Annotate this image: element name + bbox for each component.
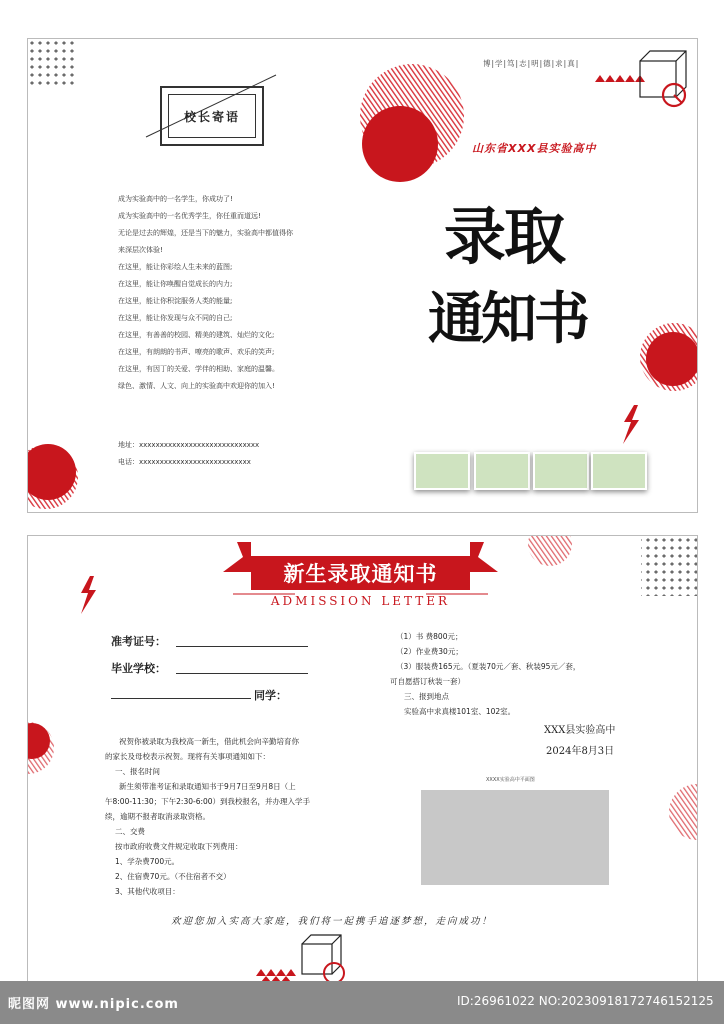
notice-card xyxy=(27,535,698,983)
watermark-footer xyxy=(0,981,724,1024)
photo-slot-1 xyxy=(414,452,470,490)
notice-line: 祝贺你被录取为我校高一新生，借此机会向辛勤培育你 xyxy=(119,737,299,746)
paragraph-line: 在这里，能让你彩绘人生未来的蓝图; xyxy=(118,263,233,271)
cube-icon xyxy=(302,935,341,974)
campus-map-placeholder xyxy=(421,790,609,885)
notice-line: 续，逾期不报者取消录取资格。 xyxy=(105,812,210,821)
notice-line: （2）作业费30元； xyxy=(396,647,463,656)
notice-banner xyxy=(223,556,498,606)
watermark-id: ID:26961022 NO:20230918172746152125 xyxy=(457,994,714,1008)
photo-slot-2 xyxy=(474,452,530,490)
graduated-school-line xyxy=(176,673,308,674)
school-name: 山东省XXX县实验高中 xyxy=(472,142,597,155)
principal-message-label: 校长寄语 xyxy=(168,94,256,138)
lightning-icon xyxy=(81,576,96,614)
cover-title-line1: 录取 xyxy=(444,200,565,273)
phone-line: 电话：xxxxxxxxxxxxxxxxxxxxxxxxxxx xyxy=(118,458,251,466)
banner-title: 新生录取通知书 xyxy=(251,556,470,590)
notice-line: 的家长及母校表示祝贺。现将有关事项通知如下： xyxy=(105,752,270,761)
exam-number-label: 准考证号： xyxy=(111,635,166,648)
notice-body-right xyxy=(390,629,580,719)
paragraph-line: 绿色、激情、人文、向上的实验高中欢迎你的加入! xyxy=(118,382,275,390)
watermark-brand: 昵图网 www.nipic.com xyxy=(8,997,179,1012)
notice-heading: 三、报到地点 xyxy=(404,692,449,701)
contact-info xyxy=(118,437,259,471)
plus-grid-icon xyxy=(641,536,697,596)
paragraph-line: 在这里，有朗朗的书声、嘹亮的歌声、欢乐的笑声; xyxy=(118,348,275,356)
paragraph-line: 无论是过去的辉煌，还是当下的魅力，实验高中都值得你 xyxy=(118,229,293,237)
notice-body-left xyxy=(105,734,310,899)
notice-line: 午8:00-11:30；下午2:30-6:00）到我校报名，并办理入学手 xyxy=(105,797,311,806)
closing-message: 欢迎您加入实高大家庭，我们将一起携手追逐梦想，走向成功！ xyxy=(171,916,494,927)
plus-grid-icon xyxy=(28,39,74,85)
notice-line: 可自愿搭订秋装一套） xyxy=(390,677,465,686)
triangles-icon xyxy=(595,75,645,82)
paragraph-line: 成为实验高中的一名学生，你成功了! xyxy=(118,195,233,203)
paragraph-line: 在这里，能让你积淀服务人类的能量; xyxy=(118,297,233,305)
paragraph-line: 在这里，能让你唤醒自觉成长的内力; xyxy=(118,280,233,288)
paragraph-line: 在这里，能让你发现与众不同的自己; xyxy=(118,314,233,322)
notice-line: （3）服装费165元。（夏装70元／套、秋装95元／套， xyxy=(396,662,581,671)
banner-subtitle: ADMISSION LETTER xyxy=(270,594,451,608)
paragraph-line: 来深层次体验! xyxy=(118,246,163,254)
map-caption: XXXX实验高中平面图 xyxy=(486,777,535,783)
exam-number-line xyxy=(176,646,308,647)
photo-slot-4 xyxy=(591,452,647,490)
notice-line: 新生须带准考证和录取通知书于9月7日至9月8日（上 xyxy=(119,782,296,791)
notice-line: 3、其他代收项目： xyxy=(115,887,180,896)
notice-line: （1）书 费800元； xyxy=(396,632,463,641)
signature-school: XXX县实验高中 xyxy=(544,725,616,736)
red-circle-icon xyxy=(362,106,438,182)
notice-line: 1、学杂费700元。 xyxy=(115,857,180,866)
paragraph-line: 在这里，有善善的校园、精美的建筑、灿烂的文化; xyxy=(118,331,275,339)
graduated-school-label: 毕业学校： xyxy=(111,662,166,675)
student-name-line xyxy=(111,698,251,699)
signature-date: 2024年8月3日 xyxy=(546,746,615,757)
cover-title-line2: 通知书 xyxy=(428,286,587,352)
principal-paragraphs xyxy=(118,191,293,395)
principal-message-box xyxy=(160,86,264,146)
cover-card xyxy=(27,38,698,513)
student-name-label: 同学： xyxy=(254,689,287,702)
lightning-icon xyxy=(623,405,639,444)
notice-line: 2、住宿费70元。（不住宿者不交） xyxy=(115,872,231,881)
school-motto: 博|学|笃|志|明|德|求|真| xyxy=(483,59,580,68)
photo-slot-3 xyxy=(533,452,589,490)
notice-heading: 一、报名时间 xyxy=(115,767,160,776)
paragraph-line: 成为实验高中的一名优秀学生，你任重而道远! xyxy=(118,212,261,220)
address-line: 地址：xxxxxxxxxxxxxxxxxxxxxxxxxxxxx xyxy=(118,441,260,449)
paragraph-line: 在这里，有因丁的关爱、学伴的相助、家庭的温馨。 xyxy=(118,365,279,373)
notice-line: 按市政府收费文件规定收取下列费用： xyxy=(115,842,243,851)
notice-heading: 二、交费 xyxy=(115,827,145,836)
notice-line: 实验高中求真楼101室、102室。 xyxy=(404,707,516,716)
